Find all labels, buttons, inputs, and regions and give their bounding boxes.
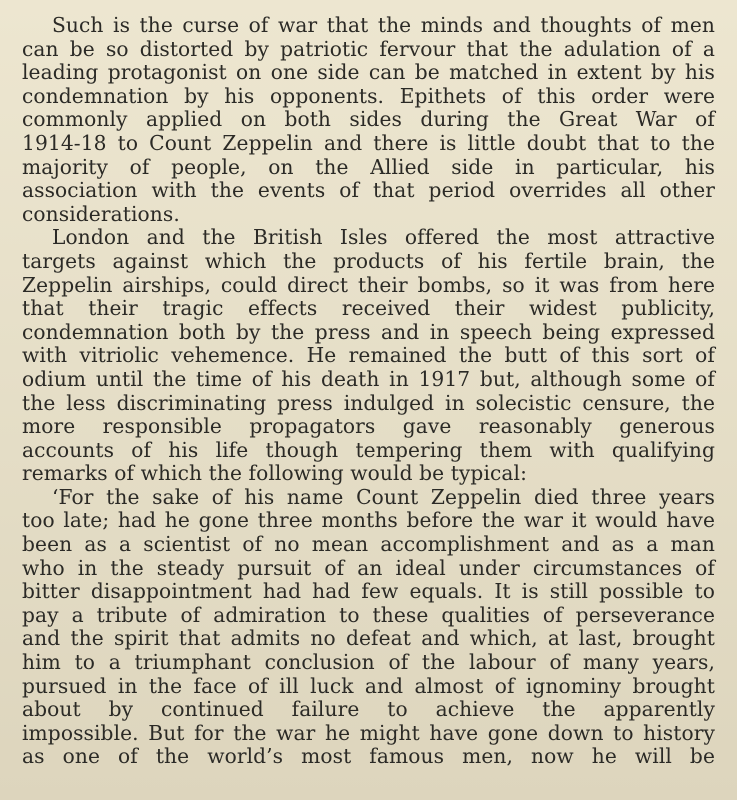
text-line: who in the steady pursuit of an ideal under circumstances of	[22, 555, 715, 580]
text-line: him to a triumphant conclusion of the labour of many years,	[22, 650, 715, 675]
text-line: about by continued failure to achieve the apparently	[22, 697, 715, 722]
text-line: considerations.	[22, 201, 180, 226]
text-line: that their tragic effects received their widest publicity,	[22, 296, 715, 321]
text-line: pursued in the face of ill luck and almost of ignominy brought	[22, 673, 715, 698]
text-line: condemnation by his opponents. Epithets of this order were	[22, 83, 715, 108]
text-line: can be so distorted by patriotic fervour that the adulation of a	[22, 36, 715, 61]
book-page-text	[22, 14, 715, 769]
text-line: commonly applied on both sides during the Great War of	[22, 107, 715, 132]
text-line: impossible. But for the war he might have gone down to history	[22, 720, 715, 745]
text-line: the less discriminating press indulged in solecistic censure, the	[22, 390, 715, 415]
text-line: pay a tribute of admiration to these qualities of perseverance	[22, 602, 715, 627]
text-line: London and the British Isles offered the most attractive	[52, 225, 715, 250]
text-line: and the spirit that admits no defeat and which, at last, brought	[22, 626, 715, 651]
text-line: with vitriolic vehemence. He remained the butt of this sort of	[22, 343, 715, 368]
text-line: Zeppelin airships, could direct their bombs, so it was from here	[22, 272, 715, 297]
text-line: as one of the world’s most famous men, now he will be	[22, 744, 715, 769]
text-line: Such is the curse of war that the minds and thoughts of men	[52, 13, 715, 37]
text-line: remarks of which the following would be typical:	[22, 461, 528, 486]
text-line: more responsible propagators gave reasonably generous	[22, 414, 715, 439]
paragraph-1	[22, 14, 715, 226]
text-line: condemnation both by the press and in speech being expressed	[22, 319, 715, 344]
text-line: targets against which the products of his fertile brain, the	[22, 248, 715, 273]
text-line: accounts of his life though tempering them with qualifying	[22, 437, 715, 462]
text-line: odium until the time of his death in 1917 but, although some of	[22, 366, 715, 391]
text-line: ‘For the sake of his name Count Zeppelin died three years	[52, 484, 715, 509]
text-line: bitter disappointment had had few equals. It is still possible to	[22, 579, 715, 604]
text-line: leading protagonist on one side can be matched in extent by his	[22, 60, 715, 85]
text-line: too late; had he gone three months before the war it would have	[22, 508, 715, 533]
text-line: 1914-18 to Count Zeppelin and there is little doubt that to the	[22, 130, 715, 155]
text-line: majority of people, on the Allied side in particular, his	[22, 154, 715, 179]
text-line: association with the events of that period overrides all other	[22, 178, 715, 203]
text-line: been as a scientist of no mean accomplishment and as a man	[22, 532, 715, 557]
paragraph-3-quotation	[22, 486, 715, 769]
paragraph-2	[22, 226, 715, 486]
